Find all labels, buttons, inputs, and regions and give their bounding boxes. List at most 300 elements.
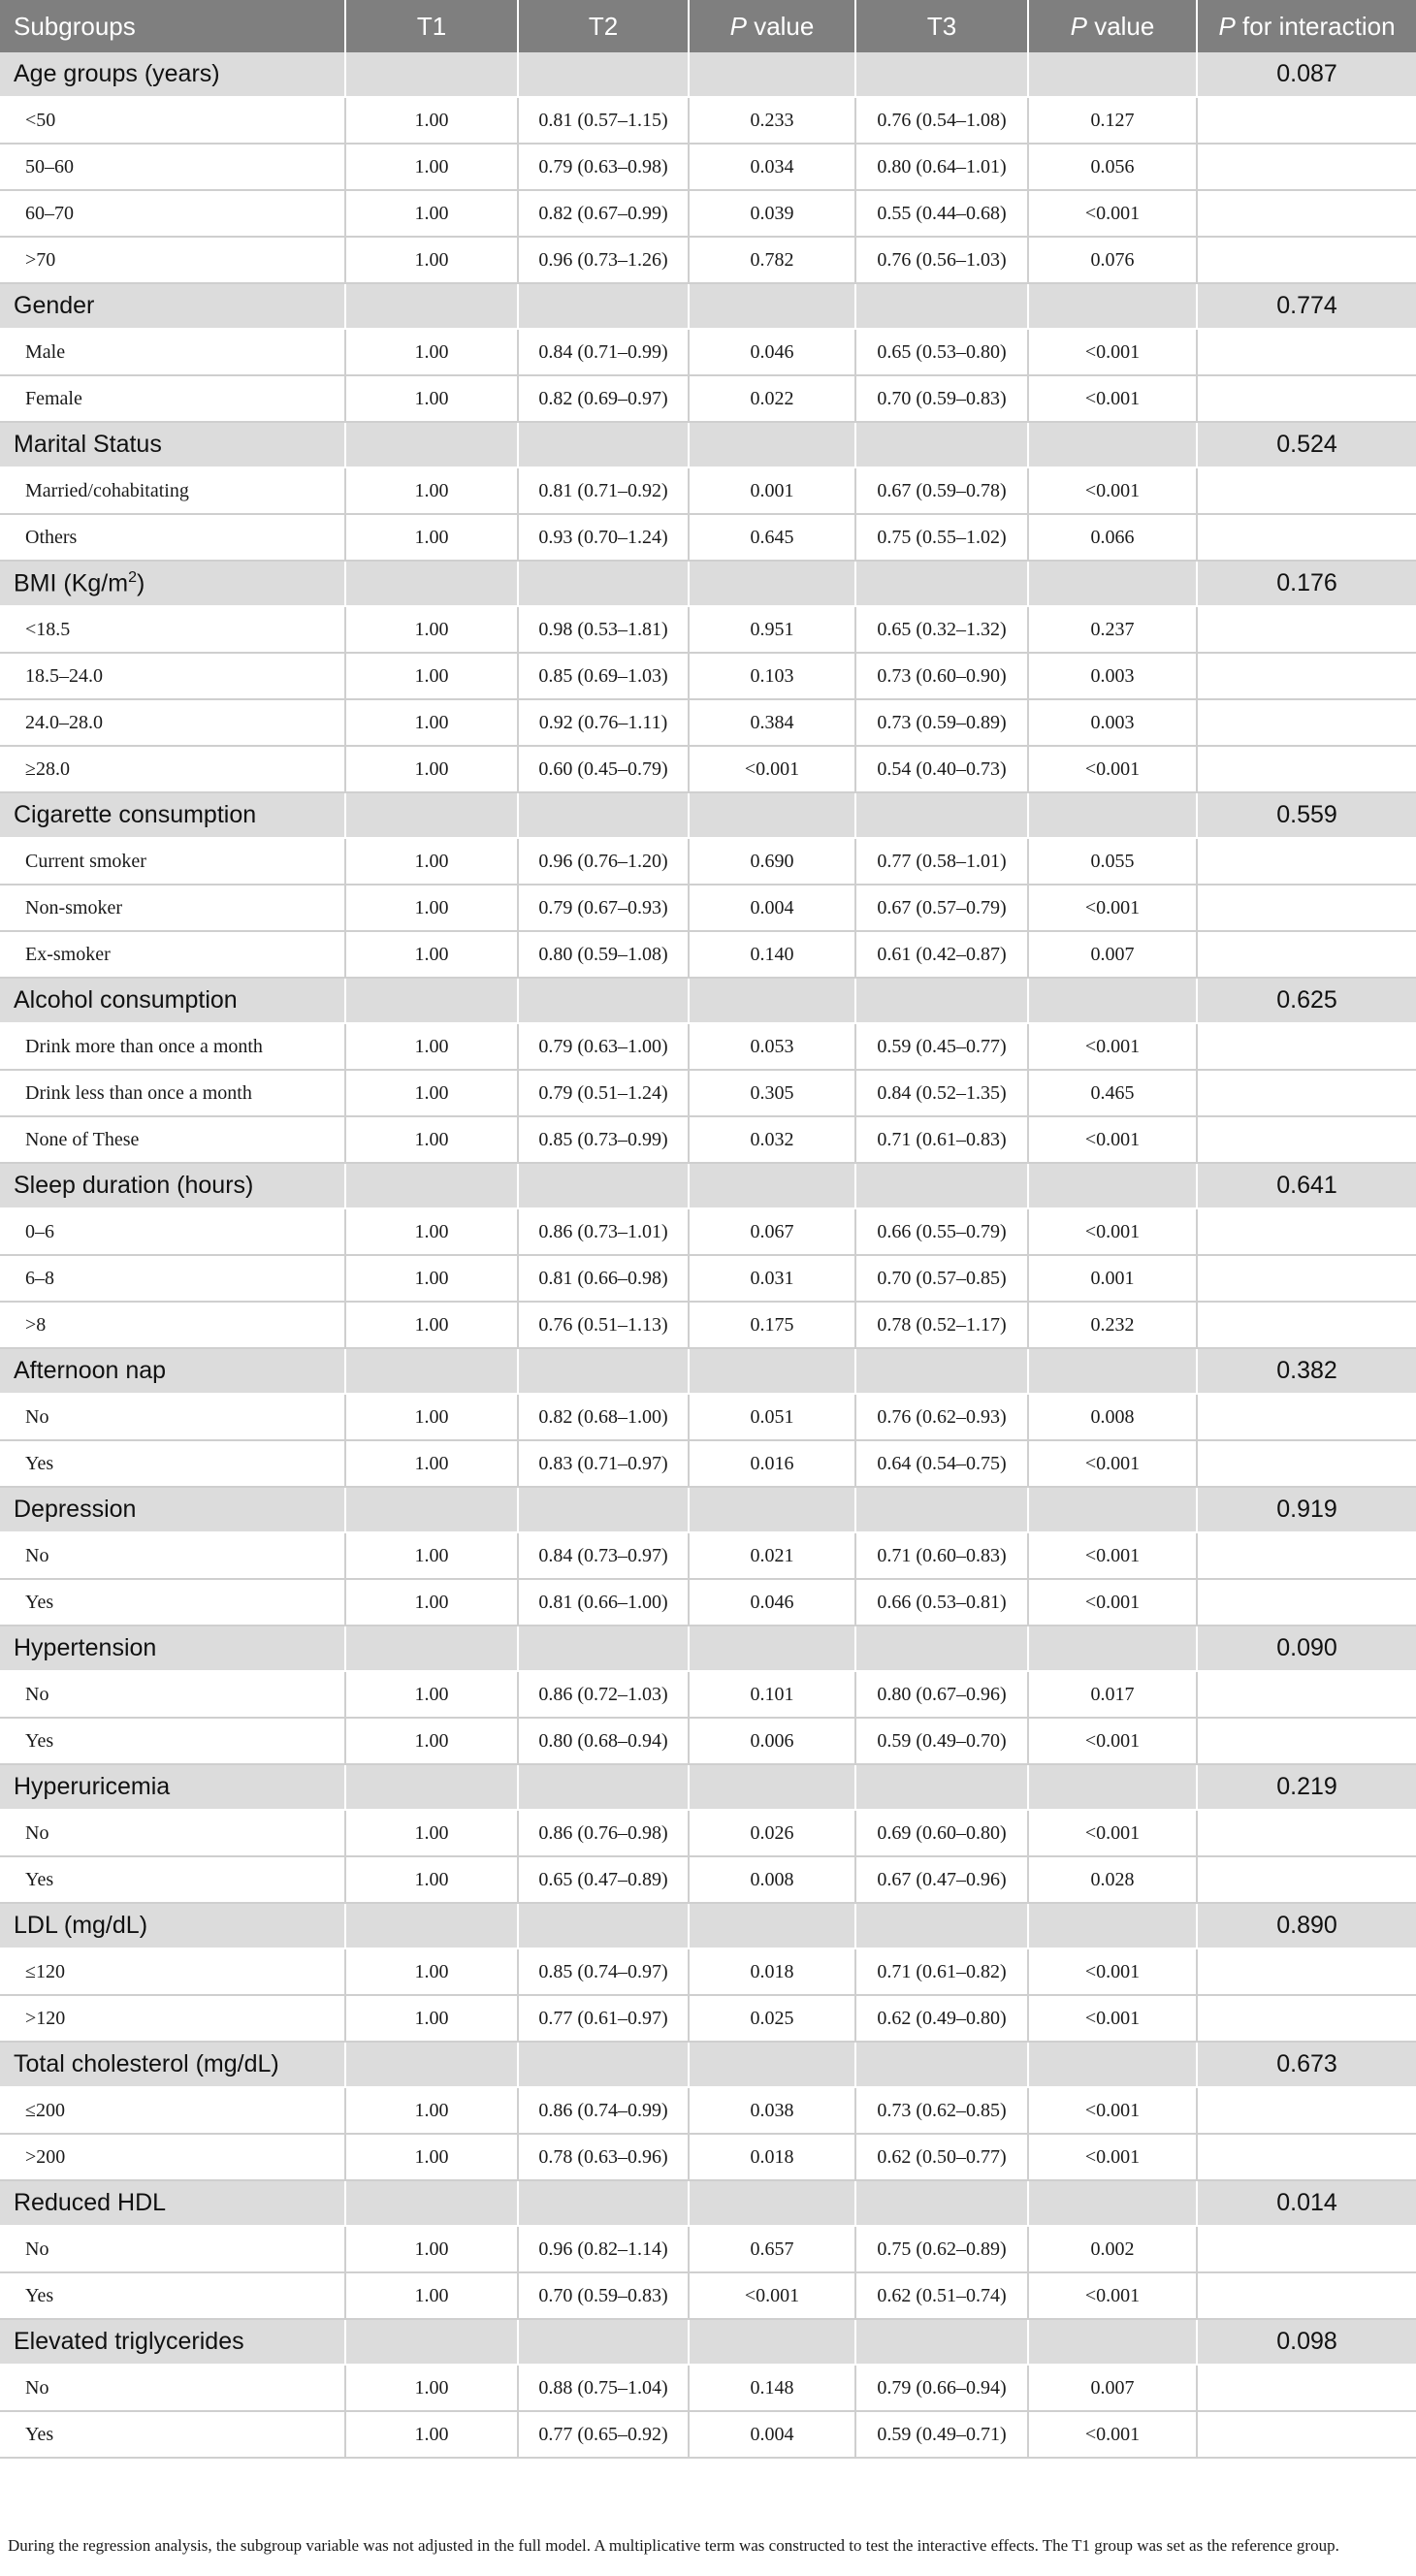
- table-row: [0, 329, 1416, 375]
- subgroup-label: 18.5–24.0: [0, 653, 345, 699]
- group-empty-cell: [518, 1348, 689, 1394]
- t1-value: 1.00: [345, 1810, 518, 1856]
- empty-interaction-cell: [1197, 1116, 1416, 1163]
- subgroup-label: No: [0, 1671, 345, 1718]
- t3-p-value: <0.001: [1028, 2272, 1197, 2319]
- group-row: [0, 2042, 1416, 2087]
- p-interaction-value: 0.919: [1197, 1487, 1416, 1532]
- t3-p-value: <0.001: [1028, 375, 1197, 422]
- subgroup-label: Drink more than once a month: [0, 1023, 345, 1070]
- t2-value: 0.86 (0.73–1.01): [518, 1208, 689, 1255]
- group-label: [0, 283, 345, 329]
- table-row: [0, 1995, 1416, 2042]
- t2-value: 0.86 (0.76–0.98): [518, 1810, 689, 1856]
- t1-value: 1.00: [345, 1440, 518, 1487]
- group-empty-cell: [855, 422, 1028, 467]
- group-label: [0, 2180, 345, 2226]
- group-label-superscript: 2: [128, 568, 137, 586]
- subgroup-label: Yes: [0, 2411, 345, 2458]
- group-row: [0, 2319, 1416, 2365]
- t2-p-value: 0.039: [689, 190, 855, 237]
- subgroup-label: Yes: [0, 1856, 345, 1903]
- empty-interaction-cell: [1197, 1810, 1416, 1856]
- group-empty-cell: [345, 1626, 518, 1671]
- t3-p-value: <0.001: [1028, 329, 1197, 375]
- t3-value: 0.71 (0.61–0.82): [855, 1948, 1028, 1995]
- t3-p-value: 0.237: [1028, 606, 1197, 653]
- t1-value: 1.00: [345, 237, 518, 283]
- t1-value: 1.00: [345, 190, 518, 237]
- empty-interaction-cell: [1197, 514, 1416, 561]
- p-interaction-value: 0.625: [1197, 978, 1416, 1023]
- group-empty-cell: [689, 283, 855, 329]
- t2-value: 0.81 (0.66–0.98): [518, 1255, 689, 1302]
- group-empty-cell: [855, 792, 1028, 838]
- t1-value: 1.00: [345, 746, 518, 792]
- table-row: [0, 1718, 1416, 1764]
- empty-interaction-cell: [1197, 1532, 1416, 1579]
- t2-value: 0.93 (0.70–1.24): [518, 514, 689, 561]
- group-label: [0, 52, 345, 97]
- group-label: [0, 1903, 345, 1948]
- table-row: [0, 375, 1416, 422]
- t2-value: 0.70 (0.59–0.83): [518, 2272, 689, 2319]
- subgroup-label: No: [0, 2365, 345, 2411]
- t3-p-value: <0.001: [1028, 1532, 1197, 1579]
- table-row: [0, 514, 1416, 561]
- group-empty-cell: [855, 1903, 1028, 1948]
- p-interaction-value: 0.219: [1197, 1764, 1416, 1810]
- group-label: [0, 2042, 345, 2087]
- subgroup-label: 50–60: [0, 144, 345, 190]
- group-empty-cell: [855, 52, 1028, 97]
- group-empty-cell: [1028, 2042, 1197, 2087]
- t2-p-value: 0.046: [689, 329, 855, 375]
- t3-value: 0.55 (0.44–0.68): [855, 190, 1028, 237]
- t3-p-value: 0.076: [1028, 237, 1197, 283]
- table-row: [0, 97, 1416, 144]
- t1-value: 1.00: [345, 375, 518, 422]
- group-empty-cell: [1028, 1487, 1197, 1532]
- empty-interaction-cell: [1197, 1856, 1416, 1903]
- t1-value: 1.00: [345, 1532, 518, 1579]
- t1-value: 1.00: [345, 2134, 518, 2180]
- t2-value: 0.79 (0.63–1.00): [518, 1023, 689, 1070]
- group-empty-cell: [1028, 2180, 1197, 2226]
- t3-value: 0.62 (0.51–0.74): [855, 2272, 1028, 2319]
- t1-value: 1.00: [345, 514, 518, 561]
- subgroup-label: >70: [0, 237, 345, 283]
- t3-p-value: 0.127: [1028, 97, 1197, 144]
- t2-p-value: 0.951: [689, 606, 855, 653]
- group-empty-cell: [855, 1626, 1028, 1671]
- table-row: [0, 1810, 1416, 1856]
- group-empty-cell: [345, 52, 518, 97]
- t3-value: 0.73 (0.62–0.85): [855, 2087, 1028, 2134]
- t1-value: 1.00: [345, 1718, 518, 1764]
- t1-value: 1.00: [345, 1995, 518, 2042]
- t2-p-value: 0.782: [689, 237, 855, 283]
- group-empty-cell: [345, 2319, 518, 2365]
- table-row: [0, 237, 1416, 283]
- empty-interaction-cell: [1197, 1302, 1416, 1348]
- t2-value: 0.98 (0.53–1.81): [518, 606, 689, 653]
- header-t3: T3: [855, 0, 1028, 52]
- group-empty-cell: [1028, 1348, 1197, 1394]
- t2-value: 0.82 (0.68–1.00): [518, 1394, 689, 1440]
- t2-value: 0.86 (0.74–0.99): [518, 2087, 689, 2134]
- table-row: [0, 2087, 1416, 2134]
- group-empty-cell: [345, 283, 518, 329]
- subgroup-label: Married/cohabitating: [0, 467, 345, 514]
- t2-value: 0.96 (0.82–1.14): [518, 2226, 689, 2272]
- t2-value: 0.77 (0.61–0.97): [518, 1995, 689, 2042]
- t2-value: 0.85 (0.73–0.99): [518, 1116, 689, 1163]
- t3-value: 0.62 (0.50–0.77): [855, 2134, 1028, 2180]
- table-row: [0, 838, 1416, 885]
- empty-interaction-cell: [1197, 1394, 1416, 1440]
- group-label: [0, 2319, 345, 2365]
- group-label: [0, 1163, 345, 1208]
- empty-interaction-cell: [1197, 2365, 1416, 2411]
- group-row: [0, 2180, 1416, 2226]
- table-row: [0, 746, 1416, 792]
- empty-interaction-cell: [1197, 144, 1416, 190]
- t3-value: 0.65 (0.32–1.32): [855, 606, 1028, 653]
- t2-value: 0.92 (0.76–1.11): [518, 699, 689, 746]
- t3-p-value: 0.028: [1028, 1856, 1197, 1903]
- t2-p-value: 0.305: [689, 1070, 855, 1116]
- t3-value: 0.75 (0.62–0.89): [855, 2226, 1028, 2272]
- t2-p-value: 0.067: [689, 1208, 855, 1255]
- subgroup-label: Others: [0, 514, 345, 561]
- subgroup-label: No: [0, 1810, 345, 1856]
- table-row: [0, 1394, 1416, 1440]
- group-row: [0, 422, 1416, 467]
- subgroup-label: Yes: [0, 1718, 345, 1764]
- subgroup-label: Ex-smoker: [0, 931, 345, 978]
- group-empty-cell: [345, 792, 518, 838]
- t2-value: 0.88 (0.75–1.04): [518, 2365, 689, 2411]
- t2-p-value: 0.645: [689, 514, 855, 561]
- empty-interaction-cell: [1197, 2411, 1416, 2458]
- empty-interaction-cell: [1197, 931, 1416, 978]
- group-empty-cell: [855, 561, 1028, 606]
- group-empty-cell: [689, 978, 855, 1023]
- t2-p-value: 0.051: [689, 1394, 855, 1440]
- t2-value: 0.65 (0.47–0.89): [518, 1856, 689, 1903]
- subgroup-label: ≤200: [0, 2087, 345, 2134]
- t1-value: 1.00: [345, 606, 518, 653]
- t3-p-value: <0.001: [1028, 885, 1197, 931]
- group-empty-cell: [518, 2042, 689, 2087]
- t3-p-value: 0.017: [1028, 1671, 1197, 1718]
- t3-p-value: <0.001: [1028, 1718, 1197, 1764]
- t2-p-value: 0.034: [689, 144, 855, 190]
- t3-value: 0.76 (0.62–0.93): [855, 1394, 1028, 1440]
- header-row: [0, 0, 1416, 52]
- group-empty-cell: [518, 422, 689, 467]
- group-empty-cell: [518, 1626, 689, 1671]
- subgroup-label: >200: [0, 2134, 345, 2180]
- group-empty-cell: [855, 978, 1028, 1023]
- table-header: [0, 0, 1416, 52]
- p-interaction-value: 0.087: [1197, 52, 1416, 97]
- subgroup-label: ≥28.0: [0, 746, 345, 792]
- table-row: [0, 931, 1416, 978]
- group-label: [0, 978, 345, 1023]
- t1-value: 1.00: [345, 885, 518, 931]
- group-empty-cell: [855, 1348, 1028, 1394]
- t1-value: 1.00: [345, 1023, 518, 1070]
- t3-value: 0.73 (0.60–0.90): [855, 653, 1028, 699]
- t2-value: 0.85 (0.74–0.97): [518, 1948, 689, 1995]
- group-empty-cell: [1028, 52, 1197, 97]
- table-row: [0, 699, 1416, 746]
- group-empty-cell: [518, 1764, 689, 1810]
- t3-value: 0.69 (0.60–0.80): [855, 1810, 1028, 1856]
- t2-p-value: 0.021: [689, 1532, 855, 1579]
- t3-value: 0.67 (0.47–0.96): [855, 1856, 1028, 1903]
- t1-value: 1.00: [345, 467, 518, 514]
- table-row: [0, 2226, 1416, 2272]
- t2-p-value: 0.233: [689, 97, 855, 144]
- group-empty-cell: [345, 1348, 518, 1394]
- t2-p-value: 0.008: [689, 1856, 855, 1903]
- subgroup-label: Male: [0, 329, 345, 375]
- header-pi-italic: P: [1218, 11, 1236, 41]
- t1-value: 1.00: [345, 2411, 518, 2458]
- t3-p-value: <0.001: [1028, 467, 1197, 514]
- empty-interaction-cell: [1197, 838, 1416, 885]
- group-empty-cell: [855, 1764, 1028, 1810]
- group-empty-cell: [855, 2180, 1028, 2226]
- group-empty-cell: [1028, 283, 1197, 329]
- t1-value: 1.00: [345, 1579, 518, 1626]
- empty-interaction-cell: [1197, 606, 1416, 653]
- subgroup-label: Yes: [0, 1440, 345, 1487]
- t2-value: 0.85 (0.69–1.03): [518, 653, 689, 699]
- empty-interaction-cell: [1197, 1208, 1416, 1255]
- subgroup-label: Current smoker: [0, 838, 345, 885]
- empty-interaction-cell: [1197, 2087, 1416, 2134]
- subgroup-label: ≤120: [0, 1948, 345, 1995]
- header-subgroups: Subgroups: [0, 0, 345, 52]
- group-empty-cell: [689, 1903, 855, 1948]
- t2-value: 0.84 (0.71–0.99): [518, 329, 689, 375]
- t2-p-value: 0.046: [689, 1579, 855, 1626]
- group-row: [0, 1487, 1416, 1532]
- t3-value: 0.84 (0.52–1.35): [855, 1070, 1028, 1116]
- table-row: [0, 1440, 1416, 1487]
- empty-interaction-cell: [1197, 190, 1416, 237]
- t3-p-value: 0.465: [1028, 1070, 1197, 1116]
- t2-p-value: 0.018: [689, 2134, 855, 2180]
- t2-p-value: 0.032: [689, 1116, 855, 1163]
- group-label-text: Hypertension: [14, 1634, 157, 1661]
- t1-value: 1.00: [345, 1671, 518, 1718]
- empty-interaction-cell: [1197, 329, 1416, 375]
- t3-value: 0.73 (0.59–0.89): [855, 699, 1028, 746]
- table-row: [0, 653, 1416, 699]
- subgroup-label: None of These: [0, 1116, 345, 1163]
- p-interaction-value: 0.559: [1197, 792, 1416, 838]
- t2-p-value: 0.053: [689, 1023, 855, 1070]
- subgroup-label: No: [0, 2226, 345, 2272]
- group-empty-cell: [689, 1487, 855, 1532]
- t2-p-value: 0.690: [689, 838, 855, 885]
- subgroup-label: Female: [0, 375, 345, 422]
- group-row: [0, 561, 1416, 606]
- t3-p-value: <0.001: [1028, 1810, 1197, 1856]
- empty-interaction-cell: [1197, 1440, 1416, 1487]
- p-interaction-value: 0.774: [1197, 283, 1416, 329]
- header-p-italic: P: [729, 11, 747, 41]
- table-row: [0, 1116, 1416, 1163]
- group-empty-cell: [518, 52, 689, 97]
- t2-value: 0.82 (0.69–0.97): [518, 375, 689, 422]
- t3-p-value: 0.003: [1028, 653, 1197, 699]
- group-empty-cell: [345, 422, 518, 467]
- group-empty-cell: [1028, 1163, 1197, 1208]
- t3-value: 0.66 (0.55–0.79): [855, 1208, 1028, 1255]
- group-empty-cell: [1028, 1903, 1197, 1948]
- t1-value: 1.00: [345, 2272, 518, 2319]
- t3-p-value: <0.001: [1028, 1948, 1197, 1995]
- t2-p-value: 0.004: [689, 885, 855, 931]
- t2-p-value: 0.016: [689, 1440, 855, 1487]
- t2-p-value: 0.022: [689, 375, 855, 422]
- t2-p-value: 0.004: [689, 2411, 855, 2458]
- t3-p-value: <0.001: [1028, 1995, 1197, 2042]
- group-label-text: Sleep duration (hours): [14, 1172, 254, 1199]
- group-label: [0, 422, 345, 467]
- table-row: [0, 1671, 1416, 1718]
- group-empty-cell: [518, 2180, 689, 2226]
- t2-value: 0.86 (0.72–1.03): [518, 1671, 689, 1718]
- table-body: [0, 52, 1416, 2458]
- t2-value: 0.96 (0.73–1.26): [518, 237, 689, 283]
- t3-value: 0.79 (0.66–0.94): [855, 2365, 1028, 2411]
- group-label-text: LDL (mg/dL): [14, 1912, 148, 1939]
- table-footnote: During the regression analysis, the subgroup variable was not adjusted in the full model. A multiplicative term was constructed to test the interactive effects. The T1 group was set as the reference group.: [8, 2536, 1339, 2555]
- empty-interaction-cell: [1197, 1995, 1416, 2042]
- empty-interaction-cell: [1197, 467, 1416, 514]
- group-row: [0, 1348, 1416, 1394]
- t2-value: 0.81 (0.57–1.15): [518, 97, 689, 144]
- table-row: [0, 2411, 1416, 2458]
- t1-value: 1.00: [345, 2087, 518, 2134]
- t3-p-value: 0.007: [1028, 931, 1197, 978]
- empty-interaction-cell: [1197, 1255, 1416, 1302]
- t1-value: 1.00: [345, 1302, 518, 1348]
- group-label-text: Marital Status: [14, 431, 162, 458]
- group-empty-cell: [345, 1903, 518, 1948]
- t1-value: 1.00: [345, 2226, 518, 2272]
- empty-interaction-cell: [1197, 699, 1416, 746]
- t2-value: 0.81 (0.71–0.92): [518, 467, 689, 514]
- t3-value: 0.70 (0.59–0.83): [855, 375, 1028, 422]
- p-interaction-value: 0.176: [1197, 561, 1416, 606]
- group-label: [0, 792, 345, 838]
- t1-value: 1.00: [345, 931, 518, 978]
- t2-value: 0.79 (0.63–0.98): [518, 144, 689, 190]
- group-label: [0, 1626, 345, 1671]
- t3-p-value: 0.056: [1028, 144, 1197, 190]
- table-row: [0, 2272, 1416, 2319]
- t3-value: 0.65 (0.53–0.80): [855, 329, 1028, 375]
- group-row: [0, 1163, 1416, 1208]
- group-row: [0, 978, 1416, 1023]
- p-interaction-value: 0.098: [1197, 2319, 1416, 2365]
- group-row: [0, 52, 1416, 97]
- t3-value: 0.78 (0.52–1.17): [855, 1302, 1028, 1348]
- group-empty-cell: [518, 1903, 689, 1948]
- group-empty-cell: [1028, 978, 1197, 1023]
- group-empty-cell: [345, 1163, 518, 1208]
- empty-interaction-cell: [1197, 2134, 1416, 2180]
- group-row: [0, 1626, 1416, 1671]
- subgroup-label: Yes: [0, 2272, 345, 2319]
- t2-p-value: 0.103: [689, 653, 855, 699]
- t2-p-value: 0.140: [689, 931, 855, 978]
- group-empty-cell: [518, 561, 689, 606]
- empty-interaction-cell: [1197, 97, 1416, 144]
- table-row: [0, 1208, 1416, 1255]
- table-row: [0, 144, 1416, 190]
- table-row: [0, 1948, 1416, 1995]
- group-empty-cell: [689, 2180, 855, 2226]
- group-empty-cell: [518, 283, 689, 329]
- t3-value: 0.54 (0.40–0.73): [855, 746, 1028, 792]
- group-empty-cell: [1028, 422, 1197, 467]
- group-label-tail: ): [136, 569, 145, 597]
- t3-value: 0.59 (0.49–0.70): [855, 1718, 1028, 1764]
- empty-interaction-cell: [1197, 2272, 1416, 2319]
- group-empty-cell: [855, 283, 1028, 329]
- group-empty-cell: [689, 1764, 855, 1810]
- header-pi-suffix: for interaction: [1235, 11, 1396, 41]
- t2-p-value: 0.175: [689, 1302, 855, 1348]
- t3-p-value: 0.002: [1028, 2226, 1197, 2272]
- t2-value: 0.60 (0.45–0.79): [518, 746, 689, 792]
- group-empty-cell: [518, 2319, 689, 2365]
- empty-interaction-cell: [1197, 375, 1416, 422]
- group-label: [0, 1487, 345, 1532]
- group-row: [0, 283, 1416, 329]
- header-p2-suffix: value: [1086, 11, 1155, 41]
- table-row: [0, 1070, 1416, 1116]
- empty-interaction-cell: [1197, 1671, 1416, 1718]
- subgroup-label: No: [0, 1394, 345, 1440]
- t3-value: 0.71 (0.61–0.83): [855, 1116, 1028, 1163]
- t2-value: 0.79 (0.67–0.93): [518, 885, 689, 931]
- p-interaction-value: 0.524: [1197, 422, 1416, 467]
- empty-interaction-cell: [1197, 1579, 1416, 1626]
- table-row: [0, 190, 1416, 237]
- group-empty-cell: [689, 2319, 855, 2365]
- t3-value: 0.59 (0.49–0.71): [855, 2411, 1028, 2458]
- group-row: [0, 792, 1416, 838]
- subgroup-label: Yes: [0, 1579, 345, 1626]
- subgroup-label: 24.0–28.0: [0, 699, 345, 746]
- empty-interaction-cell: [1197, 885, 1416, 931]
- group-empty-cell: [855, 1163, 1028, 1208]
- t3-value: 0.71 (0.60–0.83): [855, 1532, 1028, 1579]
- t3-p-value: <0.001: [1028, 2134, 1197, 2180]
- empty-interaction-cell: [1197, 2226, 1416, 2272]
- t3-p-value: 0.055: [1028, 838, 1197, 885]
